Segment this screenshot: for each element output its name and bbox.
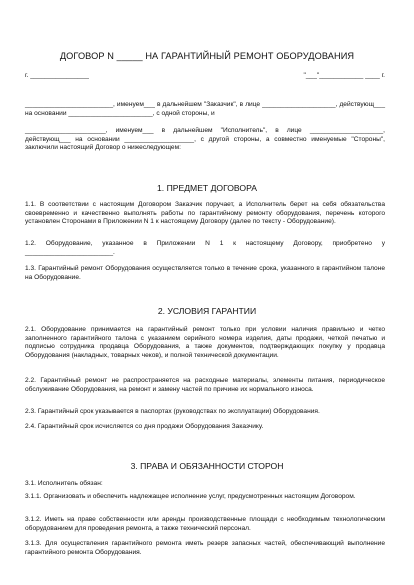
clause-3-1-1: 3.1.1. Организовать и обеспечить надлежащее исполнение услуг, предусмотренных настоящим Договором.	[25, 493, 356, 500]
preamble-customer: ________________________, именуем___ в дальнейшем "Заказчик", в лице ____________________, действующ___ на основании _______________________, с одной стороны, и	[25, 101, 385, 117]
clause-1-3: 1.3. Гарантийный ремонт Оборудования осуществляется только в течение срока, указанного в гарантийном талоне на Оборудование.	[25, 265, 385, 281]
clause-2-4: 2.4. Гарантийный срок исчисляется со дня продажи Оборудования Заказчику.	[25, 423, 264, 430]
preamble-contractor: ______________________, именуем___ в дальнейшем "Исполнитель", в лице ____________________, действующ___ на основании ___________________, с другой стороны, а совместно именуемые "Стороны", заключили настоящий Договор о нижеследующем:	[25, 127, 385, 152]
section-2-heading: 2. УСЛОВИЯ ГАРАНТИИ	[157, 306, 257, 316]
clause-2-2: 2.2. Гарантийный ремонт не распространяется на расходные материалы, элементы питания, периодическое обслуживание Оборудования, на ремонт и замену частей по причине их нормального износа.	[25, 377, 385, 393]
document-title: ДОГОВОР N _____ НА ГАРАНТИЙНЫЙ РЕМОНТ ОБОРУДОВАНИЯ	[59, 51, 355, 61]
section-1-heading: 1. ПРЕДМЕТ ДОГОВОРА	[157, 183, 257, 193]
contract-date: "___"____________ ____ г.	[303, 72, 385, 79]
clause-1-1: 1.1. В соответствии с настоящим Договором Заказчик поручает, а Исполнитель берет на себя обязательства своевременно и качественно выполнять работы по гарантийному ремонту оборудования, перечень которого установлен Сторонами в Приложении N 1 к настоящему Договору (далее по тексту - Оборудование).	[25, 201, 385, 226]
section-3-heading: 3. ПРАВА И ОБЯЗАННОСТИ СТОРОН	[130, 461, 284, 471]
clause-3-1-3: 3.1.3. Для осуществления гарантийного ремонта иметь резерв запасных частей, обеспечивающий выполнение гарантийного ремонта Оборудования.	[25, 540, 385, 556]
clause-1-2: 1.2. Оборудование, указанное в Приложении N 1 к настоящему Договору, приобретено у ________________________.	[25, 240, 385, 256]
clause-3-1: 3.1. Исполнитель обязан:	[25, 480, 103, 487]
clause-2-3: 2.3. Гарантийный срок указывается в паспортах (руководствах по эксплуатации) Оборудования.	[25, 408, 320, 415]
contract-place: г. ________________	[25, 72, 89, 79]
clause-3-1-2: 3.1.2. Иметь на праве собственности или аренды производственные площади с необходимым технологическим оборудованием для проведения ремонта, а также технический персонал.	[25, 516, 385, 532]
clause-2-1: 2.1. Оборудование принимается на гарантийный ремонт только при условии наличия правильно и четко заполненного гарантийного талона с указанием серийного номера изделия, даты продажи, четкой печатью и подписью сотрудника продавца Оборудования, а также документов, подтверждающих покупку у продавца Оборудования (накладных, товарных чеков), и полной технической документации.	[25, 326, 385, 359]
